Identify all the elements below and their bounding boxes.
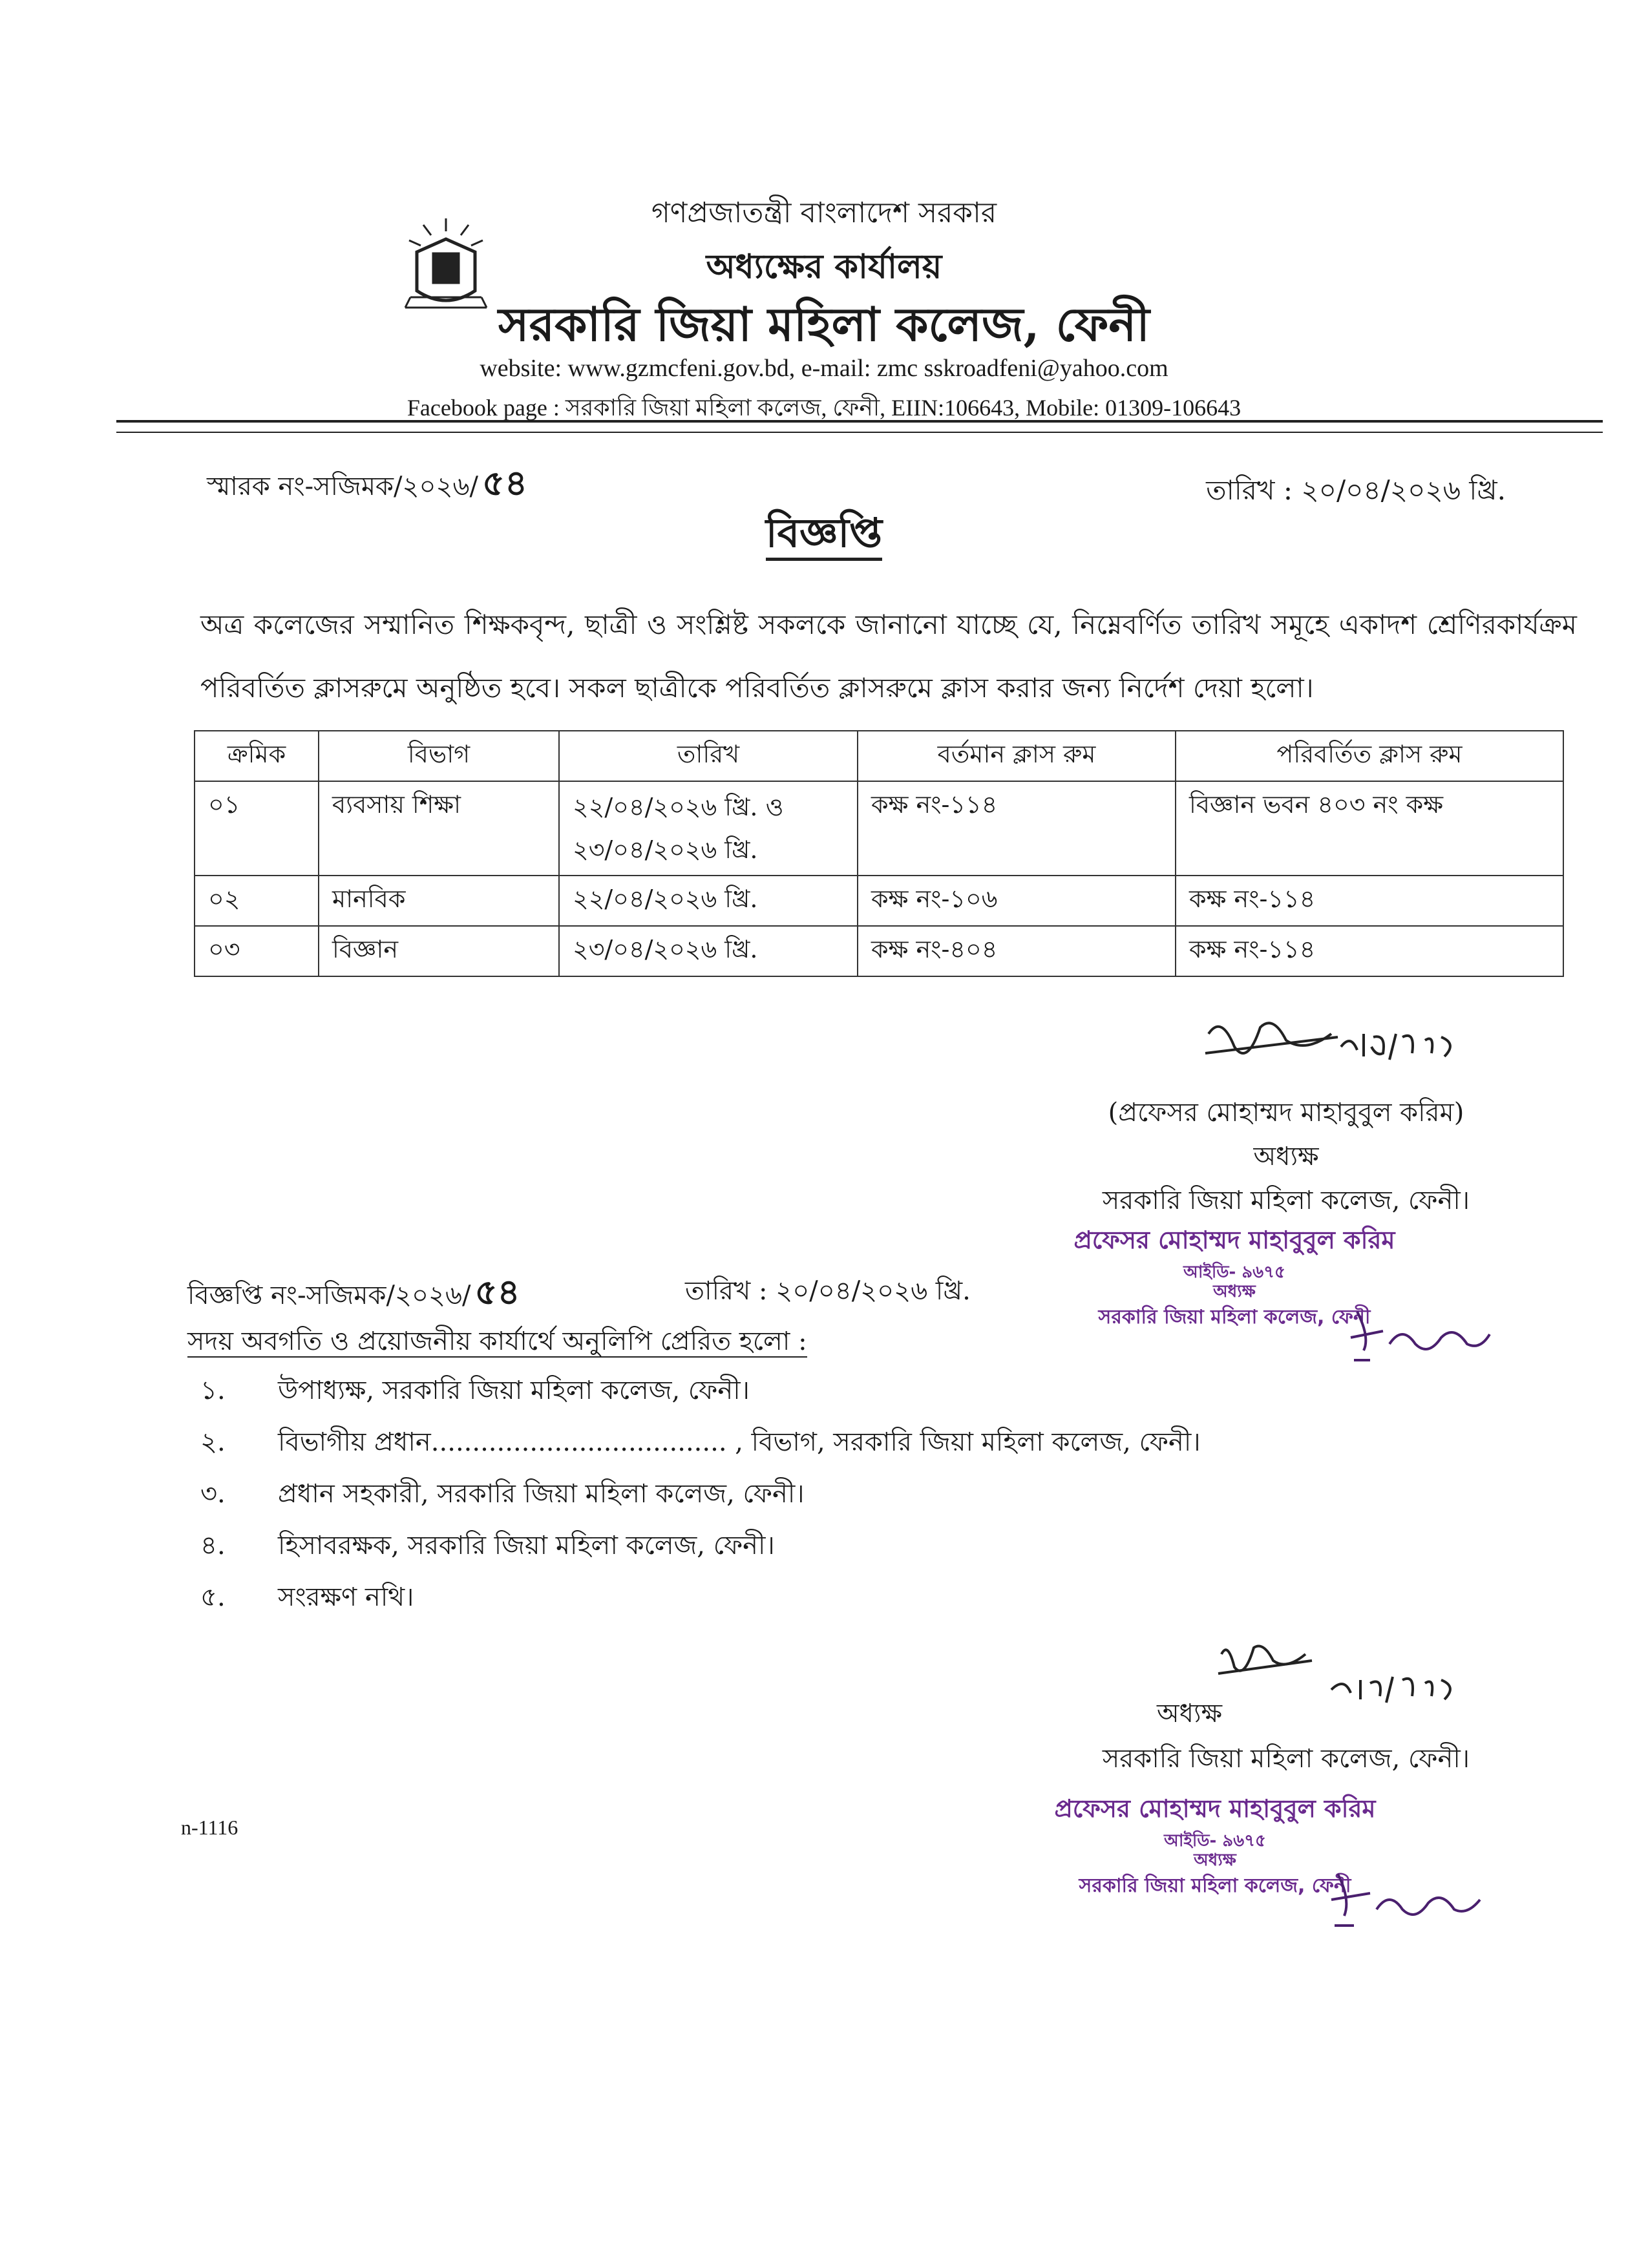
forward-line [187,1321,807,1364]
list-item [187,1473,1201,1525]
cell-department: ব্যবসায় শিক্ষা [319,781,559,876]
stamp-name: প্রফেসর মোহাম্মদ মাহাবুবুল করিম [1073,1226,1395,1254]
cell-serial: ০১ [195,781,319,876]
header-date: তারিখ [559,731,858,781]
table-header-row [195,731,1563,781]
stamp-title: অধ্যক্ষ [1194,1851,1236,1870]
initial-signature-2 [1325,1861,1493,1938]
cell-department: মানবিক [319,876,559,926]
notice-title [0,503,1648,569]
cell-changed-room: বিজ্ঞান ভবন ৪০৩ নং কক্ষ [1176,781,1563,876]
signatory-org-2: সরকারি জিয়া মহিলা কলেজ, ফেনী। [1102,1744,1470,1774]
cell-serial: ০২ [195,876,319,926]
list-item [187,1422,1201,1473]
copy-ref-number: ৫৪ [474,1272,520,1312]
recipient-number: ৫. [200,1582,226,1612]
table-row [195,781,1563,876]
college-name: সরকারি জিয়া মহিলা কলেজ, ফেনী [498,297,1150,352]
table-row [195,876,1563,926]
table-row [195,926,1563,976]
stamp-org: সরকারি জিয়া মহিলা কলেজ, ফেনী [1098,1306,1371,1328]
memo-date: তারিখ : ২০/০৪/২০২৬ খ্রি. [1206,474,1506,506]
cell-current-room: কক্ষ নং-১১৪ [858,781,1176,876]
recipient-text: উপাধ্যক্ষ, সরকারি জিয়া মহিলা কলেজ, ফেনী। [278,1376,750,1405]
cell-date: ২২/০৪/২০২৬ খ্রি. ও ২৩/০৪/২০২৬ খ্রি. [559,781,858,876]
header-current-room: বর্তমান ক্লাস রুম [858,731,1176,781]
contact-line: website: www.gzmcfeni.gov.bd, e-mail: zmc sskroadfeni@yahoo.com [480,355,1168,382]
office-line: অধ্যক্ষের কার্যালয় [706,247,942,286]
facebook-line: Facebook page : সরকারি জিয়া মহিলা কলেজ, ফেনী, EIIN:106643, Mobile: 01309-106643 [407,395,1241,421]
principal-signature [1202,1008,1474,1086]
copy-reference [187,1265,520,1323]
signatory-name: (প্রফেসর মোহাম্মদ মাহাবুবুল করিম) [1108,1098,1464,1128]
list-item [187,1577,1201,1628]
header-rule-thin [116,432,1603,433]
document-code: n-1116 [181,1816,238,1839]
recipient-list [187,1370,1201,1628]
stamp-id: আইডি- ৯৬৭৫ [1164,1831,1266,1851]
header-changed-room: পরিবর্তিত ক্লাস রুম [1176,731,1563,781]
list-item [187,1525,1201,1577]
recipient-text: বিভাগীয় প্রধান.................................... , বিভাগ, সরকারি জিয়া মহিলা কলেজ, ফেনী। [278,1427,1201,1457]
stamp-title: অধ্যক্ষ [1213,1282,1256,1301]
header-rule-thick [116,420,1603,423]
cell-current-room: কক্ষ নং-৪০৪ [858,926,1176,976]
cell-changed-room: কক্ষ নং-১১৪ [1176,876,1563,926]
recipient-text: সংরক্ষণ নথি। [278,1582,414,1612]
signatory-title: অধ্যক্ষ [1253,1142,1319,1171]
government-line: গণপ্রজাতন্ত্রী বাংলাদেশ সরকার [651,196,997,229]
stamp-id: আইডি- ৯৬৭৫ [1183,1263,1285,1282]
initial-signature [1344,1299,1499,1370]
recipient-number: ৪. [200,1531,226,1560]
cell-current-room: কক্ষ নং-১০৬ [858,876,1176,926]
notice-body: অত্র কলেজের সম্মানিত শিক্ষকবৃন্দ, ছাত্রী ও সংশ্লিষ্ট সকলকে জানানো যাচ্ছে যে, নিম্নেবর্ণিত তারিখ সমূহে একাদশ শ্রেণিরকার্যক্রম পরিবর্তিত ক্লাসরুমে অনুষ্ঠিত হবে। সকল ছাত্রীকে পরিবর্তিত ক্লাসরুমে ক্লাস করার জন্য নির্দেশ দেয়া হলো। [200,609,1577,704]
forward-text: সদয় অবগতি ও প্রয়োজনীয় কার্যার্থে অনুলিপি প্রেরিত হলো : [187,1327,807,1356]
recipient-number: ১. [200,1376,226,1405]
cell-department: বিজ্ঞান [319,926,559,976]
memo-ref-label: স্মারক নং-সজিমক/২০২৬/ [207,472,478,501]
cell-serial: ০৩ [195,926,319,976]
signatory-title-2: অধ্যক্ষ [1157,1699,1223,1728]
copy-ref-label: বিজ্ঞপ্তি নং-সজিমক/২০২৬/ [187,1281,471,1310]
cell-date: ২৩/০৪/২০২৬ খ্রি. [559,926,858,976]
memo-ref-number: ৫৪ [482,463,528,503]
cell-changed-room: কক্ষ নং-১১৪ [1176,926,1563,976]
recipient-text: প্রধান সহকারী, সরকারি জিয়া মহিলা কলেজ, ফেনী। [278,1479,805,1509]
list-item [187,1370,1201,1422]
stamp-name: প্রফেসর মোহাম্মদ মাহাবুবুল করিম [1054,1794,1376,1823]
recipient-number: ৩. [200,1479,226,1509]
recipient-number: ২. [200,1427,226,1457]
cell-date: ২২/০৪/২০২৬ খ্রি. [559,876,858,926]
header-serial: ক্রমিক [195,731,319,781]
principal-signature-2 [1215,1635,1486,1712]
classroom-table [194,730,1564,977]
notice-title-text: বিজ্ঞপ্তি [766,509,882,561]
signatory-org: সরকারি জিয়া মহিলা কলেজ, ফেনী। [1102,1186,1470,1215]
recipient-text: হিসাবরক্ষক, সরকারি জিয়া মহিলা কলেজ, ফেনী। [278,1531,775,1560]
header-department: বিভাগ [319,731,559,781]
copy-date: তারিখ : ২০/০৪/২০২৬ খ্রি. [685,1276,971,1306]
stamp-org: সরকারি জিয়া মহিলা কলেজ, ফেনী [1079,1874,1351,1897]
